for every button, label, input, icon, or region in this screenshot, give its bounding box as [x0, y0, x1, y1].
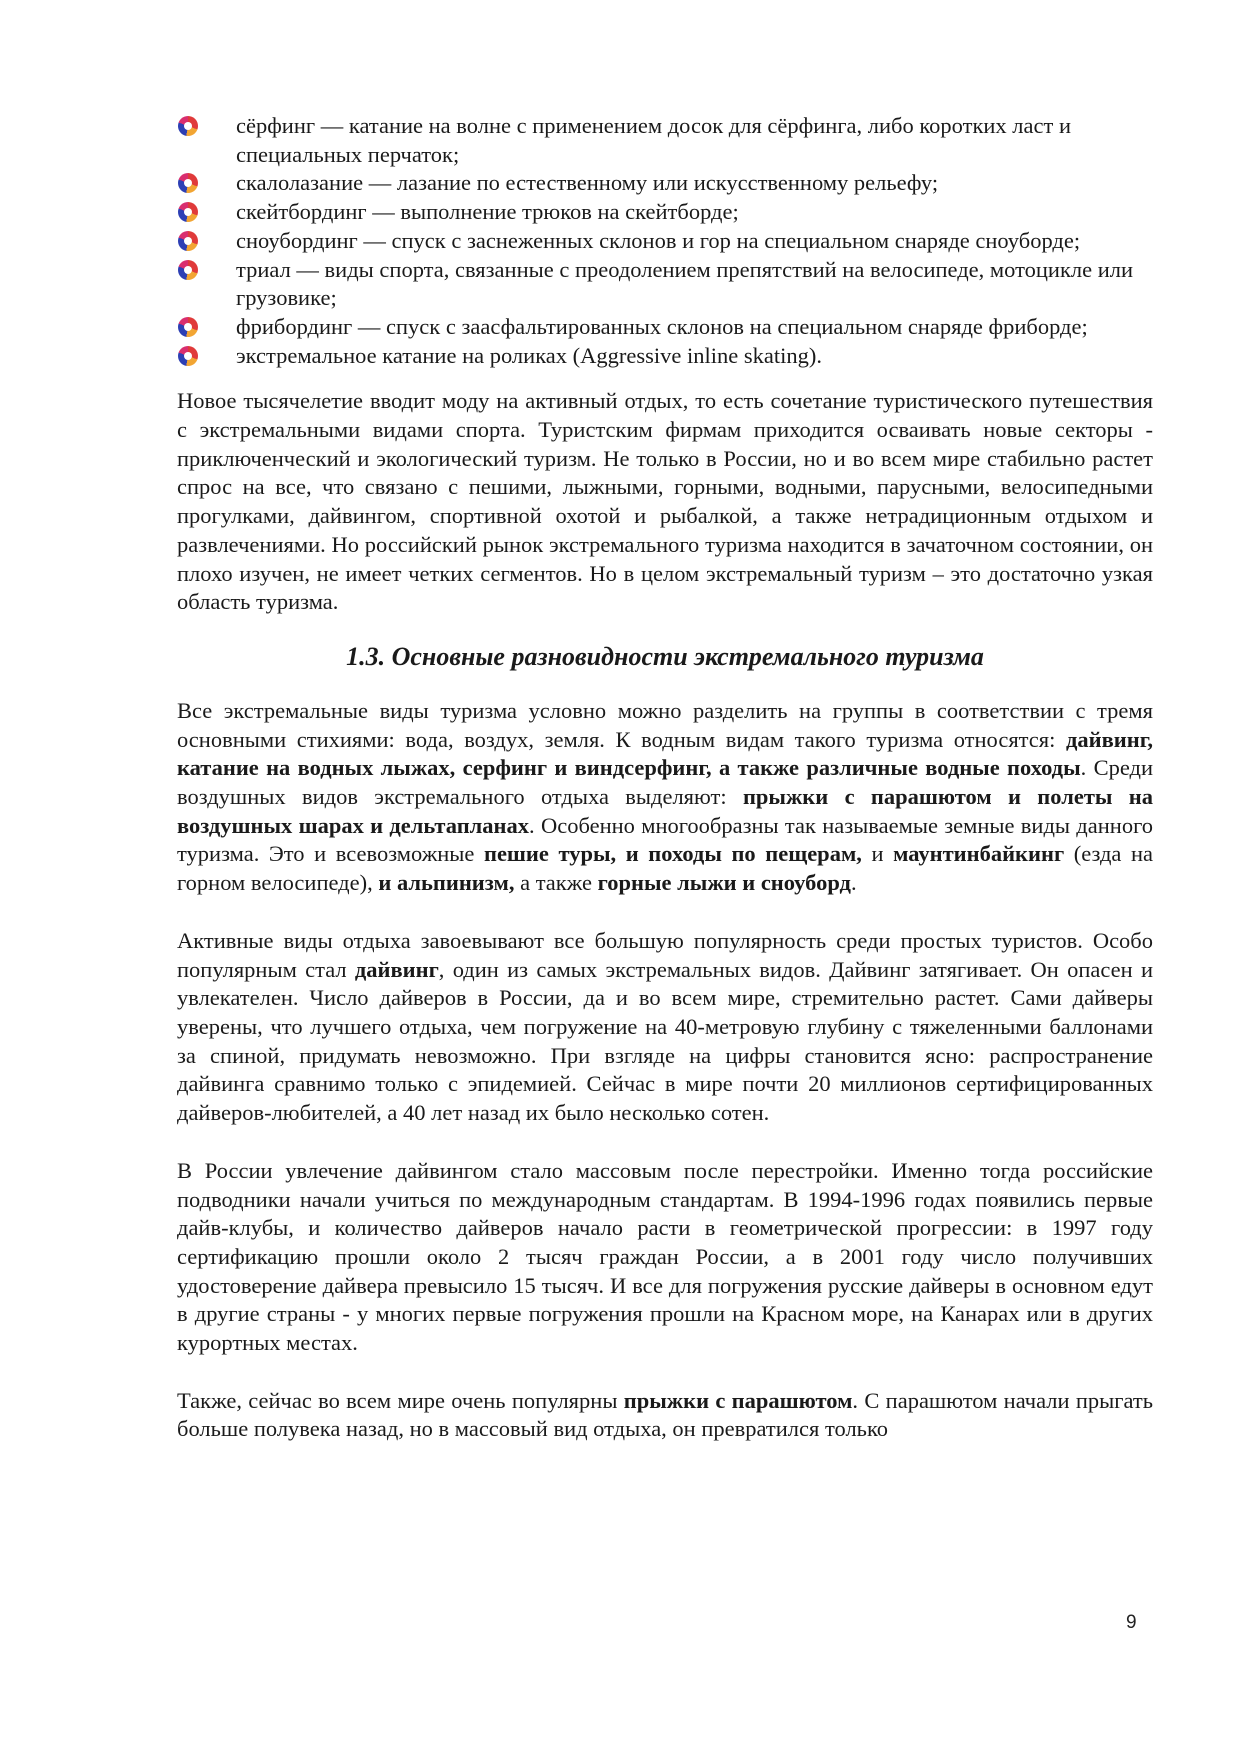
- list-item: [177, 227, 1153, 256]
- bold-text: дайвинг: [354, 956, 439, 982]
- list-item: [177, 169, 1153, 198]
- list-item: [177, 256, 1153, 313]
- text-run: . Среди воздушных видов экстремального отдыха выделяют:: [177, 755, 1154, 810]
- paragraph-parachute: [177, 1387, 1153, 1444]
- paragraph-diving: [177, 927, 1153, 1128]
- list-item-text: триал — виды спорта, связанные с преодолением препятствий на велосипеде, мотоцикле или грузовике;: [236, 256, 1134, 311]
- list-item: [177, 342, 1153, 371]
- list-item-text: фрибординг — спуск с заасфальтированных склонов на специальном снаряде фриборде;: [236, 313, 1088, 339]
- bullet-icon: [178, 260, 198, 280]
- text-run: .: [850, 870, 857, 896]
- list-item: [177, 112, 1153, 169]
- text-run: . С парашютом начали прыгать больше полувека назад, но в массовый вид отдыха, он превратился только: [177, 1387, 1154, 1442]
- text-run: а также: [514, 870, 598, 896]
- list-item: [177, 313, 1153, 342]
- bullet-icon: [178, 116, 198, 136]
- list-item: [177, 198, 1153, 227]
- list-item-text: сноубординг — спуск с заснеженных склонов и гор на специальном снаряде сноуборде;: [236, 227, 1081, 253]
- bullet-icon: [178, 317, 198, 337]
- list-item-text: экстремальное катание на роликах (Aggressive inline skating).: [236, 342, 822, 368]
- bullet-icon: [178, 346, 198, 366]
- bold-text: дайвинг, катание на водных лыжах, серфинг и виндсерфинг, а также различные водные походы: [177, 726, 1153, 781]
- text-run: , один из самых экстремальных видов. Дайвинг затягивает. Он опасен и увлекателен. Число дайверов в России, да и во всем мире, стремительно растет. Сами дайверы уверены, что лучшего отдыха, чем погружение на 40-метровую глубину с тяжеленными баллонами за спиной, придумать невозможно. При взгляде на цифры становится ясно: распространение дайвинга сравнимо только с эпидемией. Сейчас в мире почти 20 миллионов сертифицированных дайверов-любителей, а 40 лет назад их было несколько сотен.: [177, 956, 1153, 1126]
- bullet-icon: [178, 202, 198, 222]
- page-content: [177, 112, 1153, 1444]
- text-run: Активные виды отдыха завоевывают все большую популярность среди простых туристов. Особо популярным стал: [177, 927, 1153, 982]
- bold-text: маунтинбайкинг: [893, 841, 1065, 867]
- list-item-text: скалолазание — лазание по естественному или искусственному рельефу;: [236, 170, 939, 196]
- bullet-list: [177, 112, 1153, 370]
- section-heading: 1.3. Основные разновидности экстремального туризма: [346, 641, 984, 671]
- text-run: и: [861, 841, 894, 867]
- bold-text: пешие туры, и походы по пещерам,: [483, 841, 862, 867]
- list-item-text: сёрфинг — катание на волне с применением досок для сёрфинга, либо коротких ласт и специальных перчаток;: [236, 113, 1071, 167]
- bullet-icon: [178, 173, 198, 193]
- text-run: Все экстремальные виды туризма условно можно разделить на группы в соответствии с тремя основными стихиями: вода, воздух, земля. К водным видам такого туризма относятся:: [177, 697, 1153, 752]
- paragraph-diving-russia: В России увлечение дайвингом стало массовым после перестройки. Именно тогда российские подводники начали учиться по международным стандартам. В 1994-1996 годах появились первые дайв-клубы, и количество дайверов начало расти в геометрической прогрессии: в 1997 году сертификацию прошли около 2 тысяч граждан России, а в 2001 году число получивших удостоверение дайвера превысило 15 тысяч. И все для погружения русские дайверы в основном едут в другие страны - у многих первые погружения прошли на Красном море, на Канарах или в других курортных местах.: [177, 1157, 1153, 1356]
- paragraph-types: [177, 697, 1153, 898]
- bold-text: прыжки с парашютом и полеты на воздушных шарах и дельтапланах: [177, 784, 1153, 838]
- paragraph-active-rest: Новое тысячелетие вводит моду на активный отдых, то есть сочетание туристического путешествия с экстремальными видами спорта. Туристским фирмам приходится осваивать новые секторы - приключенческий и экологический туризм. Не только в России, но и во всем мире стабильно растет спрос на все, что связано с пешими, лыжными, горными, водными, парусными, велосипедными прогулками, дайвингом, спортивной охотой и рыбалкой, а также нетрадиционным отдыхом и развлечениями. Но российский рынок экстремального туризма находится в зачаточном состоянии, он плохо изучен, не имеет четких сегментов. Но в целом экстремальный туризм – это достаточно узкая область туризма.: [177, 388, 1153, 615]
- page-number: 9: [1126, 1612, 1137, 1633]
- bullet-icon: [178, 231, 198, 251]
- bold-text: прыжки с парашютом: [623, 1387, 853, 1413]
- text-run: (езда на горном велосипеде),: [177, 841, 1154, 896]
- text-run: Также, сейчас во всем мире очень популярны: [177, 1387, 624, 1413]
- list-item-text: скейтбординг — выполнение трюков на скейтборде;: [236, 199, 739, 225]
- bold-text: горные лыжи и сноуборд: [597, 870, 851, 896]
- text-run: . Особенно многообразны так называемые земные виды данного туризма. Это и всевозможные: [177, 812, 1153, 867]
- bold-text: и альпинизм,: [378, 870, 515, 896]
